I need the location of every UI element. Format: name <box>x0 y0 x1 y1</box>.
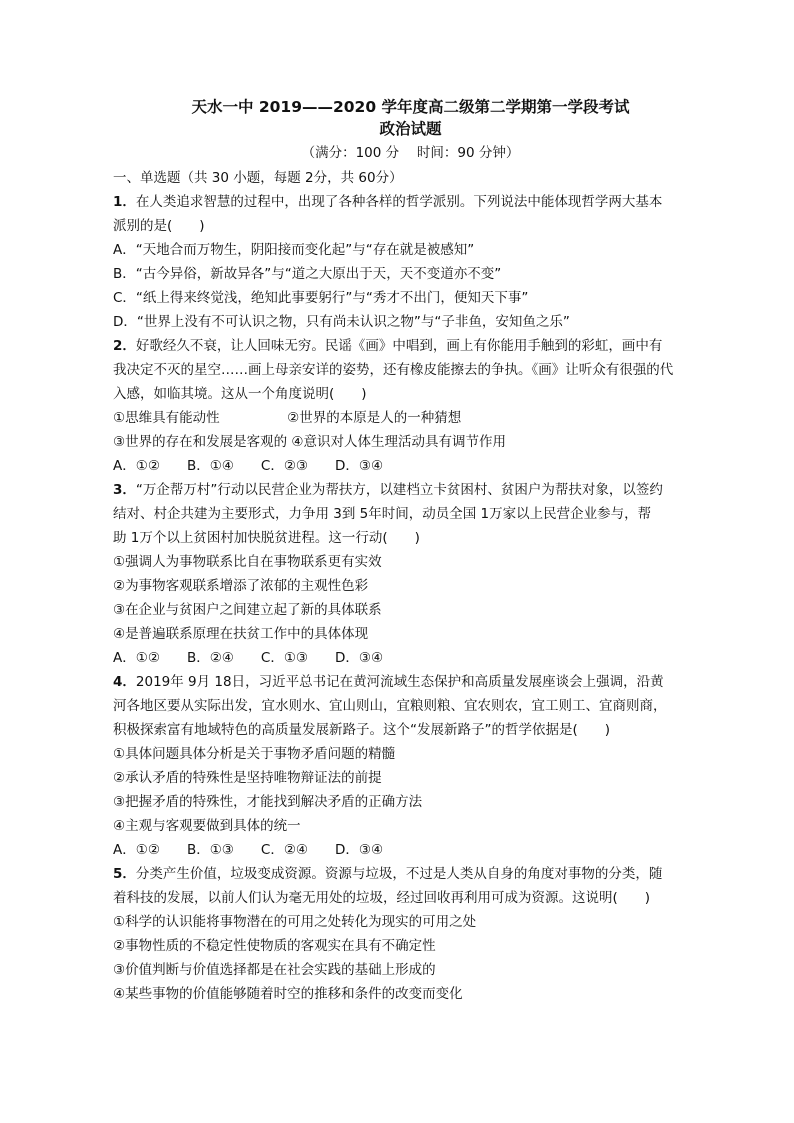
question-number: 1． <box>113 194 136 210</box>
statement-item: ①思维具有能动性 ②世界的本原是人的一种猜想 <box>113 410 462 426</box>
question-stem: 分类产生价值，垃圾变成资源。资源与垃圾，不过是人类从自身的角度对事物的分类，随 <box>135 866 663 882</box>
answer-options: A．①② B．①③ C．②④ D．③④ <box>113 842 384 858</box>
statement-item: ①科学的认识能将事物潜在的可用之处转化为现实的可用之处 <box>113 914 477 930</box>
statement-item: ③价值判断与价值选择都是在社会实践的基础上形成的 <box>113 962 436 978</box>
question-stem: 入感，如临其境。这从一个角度说明( ) <box>113 386 367 402</box>
answer-options: A．①② B．②④ C．①③ D．③④ <box>113 650 384 666</box>
statement-item: ②事物性质的不稳定性使物质的客观实在具有不确定性 <box>113 938 436 954</box>
exam-title: 天水一中 2019——2020 学年度高二级第二学期第一学段考试 <box>191 98 630 116</box>
question-stem: 结对、村企共建为主要形式，力争用 3到 5年时间，动员全国 1万家以上民营企业参与，帮 <box>113 506 652 522</box>
question-stem: 着科技的发展，以前人们认为毫无用处的垃圾，经过回收再利用可成为资源。这说明( ) <box>113 890 651 906</box>
question-number: 2． <box>113 338 136 354</box>
statement-item: ④某些事物的价值能够随着时空的推移和条件的改变而变化 <box>113 986 463 1002</box>
question-5 <box>113 862 688 1006</box>
statement-item: ④主观与客观要做到具体的统一 <box>113 818 301 834</box>
exam-meta: （满分：100 分 时间：90 分钟） <box>301 145 520 161</box>
statement-item: ①具体问题具体分析是关于事物矛盾问题的精髓 <box>113 746 396 762</box>
option-c: C．“纸上得来终觉浅，绝知此事要躬行”与“秀才不出门，便知天下事” <box>113 290 529 306</box>
statement-item: ④是普遍联系原理在扶贫工作中的具体体现 <box>113 626 369 642</box>
exam-subject: 政治试题 <box>379 120 442 138</box>
question-3 <box>113 478 688 670</box>
question-stem: 积极探索富有地域特色的高质量发展新路子。这个“发展新路子”的哲学依据是( ) <box>113 722 611 738</box>
question-stem: 助 1万个以上贫困村加快脱贫进程。这一行动( ) <box>113 530 420 546</box>
question-2 <box>113 334 688 478</box>
section-heading: 一、单选题（共 30 小题，每题 2分，共 60分） <box>113 170 403 186</box>
option-a: A．“天地合而万物生，阴阳接而变化起”与“存在就是被感知” <box>113 242 475 258</box>
statement-item: ③在企业与贫困户之间建立起了新的具体联系 <box>113 602 382 618</box>
question-number: 5． <box>113 866 136 882</box>
question-number: 3． <box>113 482 136 498</box>
option-b: B．“古今异俗，新故异各”与“道之大原出于天，天不变道亦不变” <box>113 266 502 282</box>
option-d: D．“世界上没有不可认识之物，只有尚未认识之物”与“子非鱼，安知鱼之乐” <box>113 314 570 330</box>
statement-item: ③世界的存在和发展是客观的 ④意识对人体生理活动具有调节作用 <box>113 434 506 450</box>
question-stem: 我决定不灭的星空……画上母亲安详的姿势，还有橡皮能擦去的争执。《画》让听众有很强的代 <box>113 362 674 378</box>
statement-item: ③把握矛盾的特殊性，才能找到解决矛盾的正确方法 <box>113 794 423 810</box>
answer-options: A．①② B．①④ C．②③ D．③④ <box>113 458 384 474</box>
statement-item: ②为事物客观联系增添了浓郁的主观性色彩 <box>113 578 369 594</box>
question-stem: “万企帮万村”行动以民营企业为帮扶方，以建档立卡贫困村、贫困户为帮扶对象，以签约 <box>135 482 663 498</box>
question-stem: 河各地区要从实际出发，宜水则水、宜山则山，宜粮则粮、宜农则农，宜工则工、宜商则商， <box>113 698 667 714</box>
question-stem: 2019年 9月 18日，习近平总书记在黄河流域生态保护和高质量发展座谈会上强调，沿黄 <box>135 674 664 690</box>
exam-page <box>113 96 688 1006</box>
question-1 <box>113 190 688 334</box>
question-number: 4． <box>113 674 136 690</box>
question-4 <box>113 670 688 862</box>
question-stem: 好歌经久不衰，让人回味无穷。民谣《画》中唱到，画上有你能用手触到的彩虹，画中有 <box>135 338 663 354</box>
question-stem: 在人类追求智慧的过程中，出现了各种各样的哲学派别。下列说法中能体现哲学两大基本 <box>135 194 663 210</box>
statement-item: ②承认矛盾的特殊性是坚持唯物辩证法的前提 <box>113 770 382 786</box>
question-stem: 派别的是( ) <box>113 218 205 234</box>
statement-item: ①强调人为事物联系比自在事物联系更有实效 <box>113 554 382 570</box>
